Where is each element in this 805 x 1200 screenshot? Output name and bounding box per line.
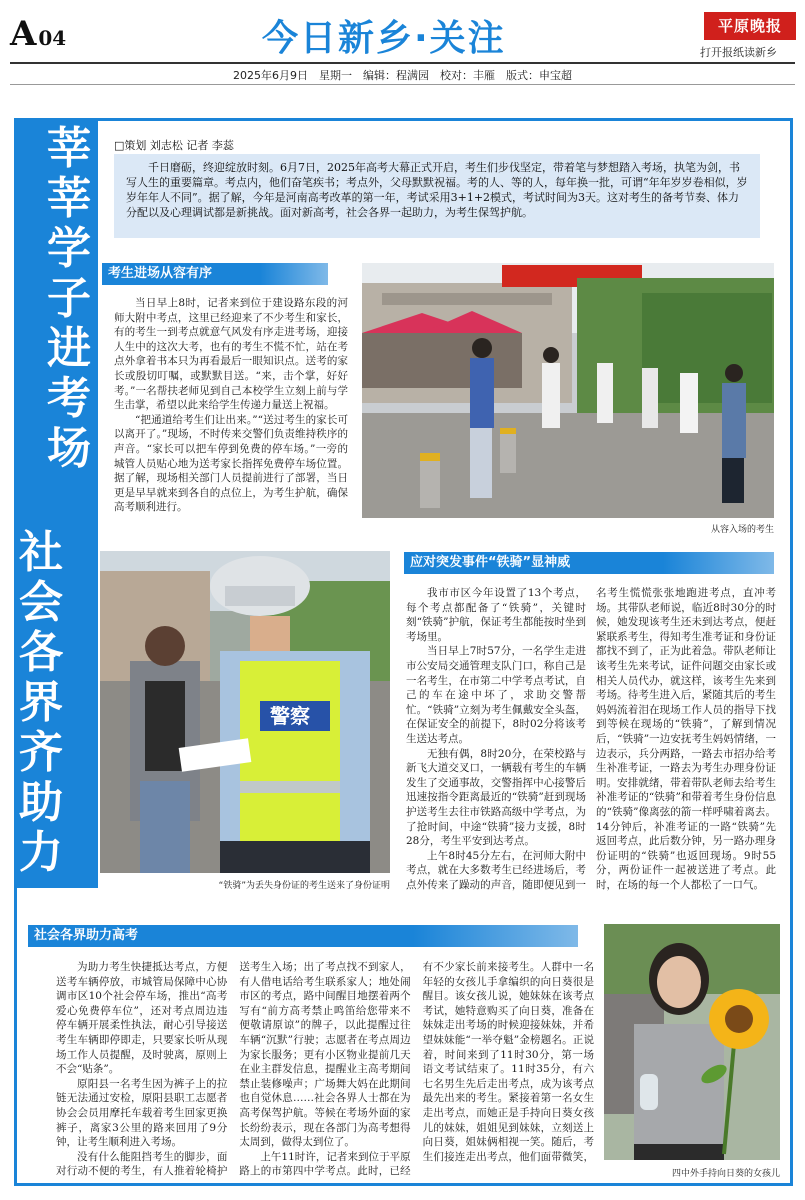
slogan: 打开报纸读新乡 xyxy=(700,46,777,59)
paragraph: 我市市区今年设置了13个考点，每个考点都配备了“铁骑”，关键时刻“铁骑”护航，保证考生都能按时坐到考场里。 xyxy=(406,587,586,643)
paragraph: 为助力考生快捷抵达考点，方便送考车辆停放，市城管局保障中心协调市区10个社会停车场，推出“高考爱心免费停车位”，还对考点周边违停车辆开展柔性执法，耐心引导接送考生车辆即停即走，只要家长听从现场工作人员提醒，及时驶离，原则上不会“贴条”。 xyxy=(56,961,228,1076)
paragraph: 上午8时45分左右，在河师大附中考点，就在大多数考生已经进场后，考点外传来了躁动的声音，随即便见到一名考生慌慌张张地跑进考点，直冲考场。其带队老师说，临近8时30分的时候，她发现该考生还未到达考点，便赶紧联系考生，得知考生准考证和身份证都找不到了，正为此着急。带队老师让该考生先来考试，证件问题交由家长或相关人员代办，就这样，该考生先来到考场。待考生进入后，紧随其后的考生妈妈流着泪在现场工作人员的指导下找到等候在现场的“铁骑”，了解到情况后，“铁骑”一边安抚考生妈妈情绪，一边表示，兵分两路，一路去市招办给考生补准考证，一路去为考生办理身份证明。安排就绪，带着带队老师去给考生补准考证的“铁骑”和带着考生身份信息的“铁骑”像离弦的箭一样呼啸着离去。14分钟后，补准考证的一路“铁骑”先返回考点，此后数分钟，另一路办理身份证明的“铁骑”也返回现场。9时55分，两份证件一起被送进了考点。此时，在场的每一个人都松了一口气。 xyxy=(406,587,776,891)
section-title: 今日新乡·关注 xyxy=(262,18,506,59)
section2-heading: 应对突发事件“铁骑”显神威 xyxy=(404,552,774,574)
section3-body xyxy=(56,960,594,1180)
paragraph: 当日早上8时，记者来到位于建设路东段的河师大附中考点，这里已经迎来了不少考生和家长，有的考生一到考点就意气风发有序走进考场，迎接人生中的这次大考，也有的考生不慌不忙，站在考点外拿着书本只为再看最后一眼知识点。送考的家长或殷切叮嘱，或默默目送。“来，击个掌，好好考。”一名帮扶老师见到自己本校学生立刻上前与学生击掌，希望以此来给学生传递力量送上祝福。 xyxy=(114,297,348,412)
header-rule-thin xyxy=(10,84,795,85)
headline-line-2: 社会各界齐助力 xyxy=(19,527,63,878)
paragraph: 没有什么能阻挡考生的脚步，面对行动不便的考生，有人推着轮椅护送考生入场；出了考点找不到家人，有人借电话给考生联系家人；地处闹市区的考点，路中间醒目地摆着两个写有“前方高考禁止鸣笛给您带来不便敬请原谅”的牌子，以此提醒过往车辆“沉默”行驶；志愿者在考点周边为家长服务；更有小区物业提前几天在业主群发信息，提醒业主高考期间禁止装修噪声；广场舞大妈在此期间也自觉休息……社会各界人士都在为高考保驾护航。等候在考场外面的家长纷纷表示，现在各部门为高考想得太周到，做得太到位了。 xyxy=(56,961,411,1178)
issue-meta: 2025年6月9日 星期一 编辑：程满园 校对：丰雁 版式：申宝超 xyxy=(233,69,572,82)
section1-body xyxy=(114,296,348,521)
section2-body xyxy=(406,586,776,898)
police-label: 警察 xyxy=(270,704,310,728)
header-rule xyxy=(10,62,795,64)
paragraph: 当日早上7时57分，一名学生走进市公安局交通管理支队门口，称自己是一名考生，在市第二中学考点考试，自己的车在途中坏了，求助交警帮忙。“铁骑”立刻为考生佩戴安全头盔，在保证安全的前提下，8时02分将该考生送达考点。 xyxy=(406,645,586,745)
section3-heading: 社会各界助力高考 xyxy=(28,925,578,947)
intro-box: 千日磨砺，终迎绽放时刻。6月7日，2025年高考大幕正式开启，考生们步伐坚定，带着笔与梦想踏入考场，执笔为剑，书写人生的重要篇章。考点内，他们奋笔疾书；考点外，父母默默祝福。考的人、等的人，每年换一批，可谓“年年岁岁卷相似，岁岁年年人不同”。据了解，今年是河南高考改革的第一年，考试采用3+1+2模式，考试时间为3天。这对考生的备考节奏、体力分配以及心理调试都是新挑战。面对新高考，社会各界一起助力，为考生保驾护航。 xyxy=(114,154,760,238)
paragraph: 无独有偶，8时20分，在荣校路与新飞大道交叉口，一辆载有考生的车辆发生了交通事故，交警指挥中心接警后迅速按指令距离最近的“铁骑”赶到现场护送考生去往市铁路高级中学考点，为了抢时间，中途“铁骑”接力支援，8时28分，考生平安到达考点。 xyxy=(406,747,586,848)
paragraph: “把通道给考生们让出来。”“送过考生的家长可以离开了。”现场，不时传来交警们负责维持秩序的声音。“家长可以把车停到免费的停车场。”一旁的城管人员贴心地为送考家长指挥免费停车场位置。据了解，现场相关部门人员提前进行了部署，当日更是早早就来到各自的点位上，为考生护航，确保高考顺利进行。 xyxy=(114,413,348,514)
sunflower-girl-photo xyxy=(604,924,780,1160)
headline-line-1: 莘莘学子进考场 xyxy=(47,123,91,474)
photo-caption: 从容入场的考生 xyxy=(710,525,774,535)
byline: □策划 刘志松 记者 李蕊 xyxy=(114,139,234,152)
paragraph: 原阳县一名考生因为裤子上的拉链无法通过安检，原阳县职工志愿者协会会员用摩托车载着考生回家更换裤子，离家3公里的路来回用了9分钟，让考生顺利进入考场。 xyxy=(56,1077,228,1149)
newspaper-logo: 平原晚报 xyxy=(704,12,796,40)
page-number: A 04 xyxy=(10,14,67,54)
exam-site-photo xyxy=(362,263,774,518)
paragraph: 上午11时许，记者来到位于平原路上的市第四中学考点。此时，已经有不少家长前来接考生。人群中一名年轻的女孩儿手拿编织的向日葵很是醒目。该女孩儿说，她妹妹在该考点考试，她特意购买了向日葵，准备在妹妹走出考场的时候迎接妹妹，并希望妹妹能“一举夺魁”金榜题名。正说着，时间来到了11时30分，第一场语文考试结束了。11时35分，有六七名男生先后走出考点，成为该考点最先出来的考生。紧接着第一名女生走出考点，而她正是手持向日葵女孩儿的妹妹，姐姐见到妹妹，立刻送上向日葵，姐妹俩相视一笑。随后，考生们接连走出考点，他们面带微笑， xyxy=(239,961,594,1178)
section1-heading: 考生进场从容有序 xyxy=(102,263,328,285)
photo-caption: 四中外手持向日葵的女孩儿 xyxy=(671,1169,780,1179)
traffic-police-photo xyxy=(100,551,390,873)
photo-caption: “铁骑”为丢失身份证的考生送来了身份证明 xyxy=(218,881,390,891)
vertical-headline xyxy=(14,118,98,888)
